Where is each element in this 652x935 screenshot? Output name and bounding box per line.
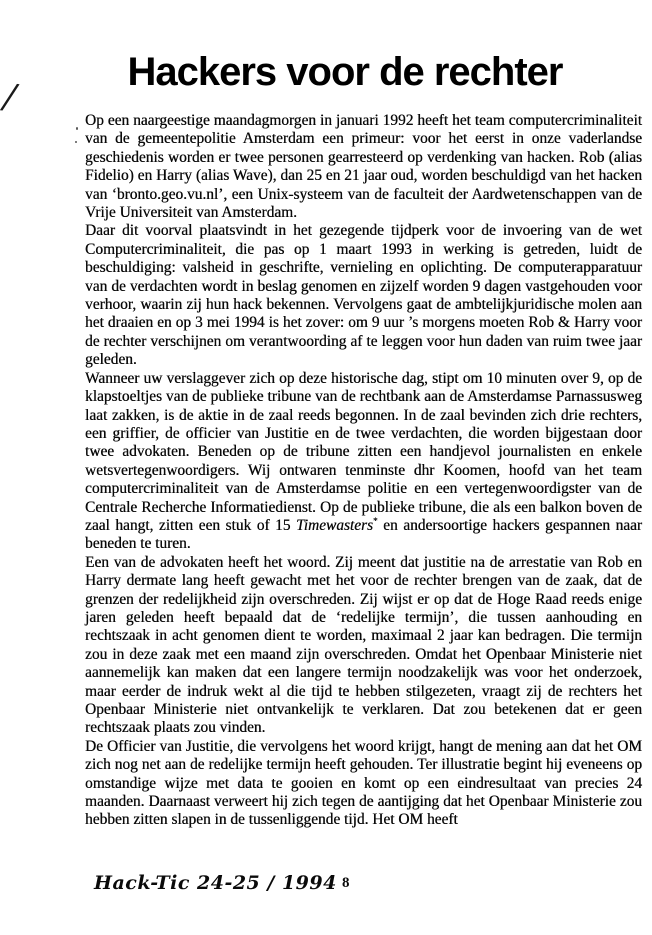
paragraph-text: en andersoortige hackers gespannen naar beneden te turen. <box>85 516 643 553</box>
paragraph-text: De Officier van Justitie, die vervolgens het woord krijgt, hangt de mening aan dat het OM zich nog net aan de redelijke termijn heeft gehouden. Ter illustratie begint hij eveneens op omstandige wijze met data te gooien en komt op een eindresultaat van precies 24 maanden. Daarnaast verweert hij zich tegen de aantijging dat het Openbaar Ministerie zou hebben zitten slapen in de tussenliggende tijd. Het OM heeft <box>85 737 642 829</box>
journal-issue-label: Hack-Tic 24-25 / 1994 <box>94 872 337 894</box>
paragraph-text: Op een naargeestige maandagmorgen in januari 1992 heeft het team computercriminaliteit van de gemeentepolitie Amsterdam een primeur: voor het eerst in onze vaderlandse geschiedenis worden er twee personen gearresteerd op verdenking van hacken. Rob (alias Fidelio) en Harry (alias Wave), dan 25 en 21 jaar oud, worden beschuldigd van het hacken van ‘bronto.geo.vu.nl’, een Unix-systeem van de faculteit der Aardwetenschappen van de Vrije Universiteit van Amsterdam. <box>85 112 642 222</box>
paragraph-text: Een van de advokaten heeft het woord. Zij meent dat justitie na de arrestatie van Rob en Harry dermate lang heeft gewacht met het voor de rechter brengen van de zaak, dat de grenzen der redelijkheid zijn overschreden. Zij wijst er op dat de Hoge Raad reeds enige jaren geleden heeft bepaald dat de ‘redelijke termijn’, die tussen aanhouding en rechtszaak in acht genomen dient te worden, maximaal 2 jaar kan bedragen. Die termijn zou in deze zaak met een maand zijn overschreden. Omdat het Openbaar Ministerie niet aannemelijk kan maken dat een langere termijn noodzakelijk was voor het onderzoek, maar eerder de indruk wekt al die tijd te hebben stilgezeten, vraagt zij de rechters het Openbaar Ministerie niet ontvankelijk te verklaren. Dat zou betekenen dat er geen rechtszaak plaats zou vinden. <box>85 553 642 737</box>
article-title: Hackers voor de rechter <box>127 50 563 94</box>
handwritten-slash-mark: / <box>1 76 18 118</box>
paragraph-text: Wanneer uw verslaggever zich op deze historische dag, stipt om 10 minuten over 9, op de klapstoeltjes van de publieke tribune van de rechtbank aan de Amsterdamse Parnassusweg laat zakken, is de aktie in de zaal reeds begonnen. In de zaal bevinden zich drie rechters, een griffier, de officier van Justitie en de twee verdachten, die worden bijgestaan door twee advokaten. Beneden op de tribune zitten een handjevol journalisten en enkele wetsvertegenwoordigers. Wij ontwaren tenminste dhr Koomen, hoofd van het team computercriminaliteit van de Amsterdamse politie en een vertegenwoordigster van de Centrale Recherche Informatiedienst. Op de publieke tribune, die als een balkon boven de zaal hangt, zitten een stuk of 15 <box>85 369 642 534</box>
paragraph <box>85 738 642 830</box>
article-body <box>85 112 642 830</box>
paragraph <box>85 370 642 554</box>
footnote-asterisk: * <box>372 515 378 526</box>
paragraph <box>85 554 642 738</box>
paragraph-text: Timewasters <box>296 516 373 534</box>
scan-speckle <box>76 127 78 130</box>
paragraph-text: Daar dit voorval plaatsvindt in het gezegende tijdperk voor de invoering van de wet Computercriminaliteit, die pas op 1 maart 1993 in werking is getreden, luidt de beschuldiging: valsheid in geschrifte, vernieling en oplichting. De computerapparatuur van de verdachten wordt in beslag genomen en zijzelf worden 9 dagen vastgehouden voor verhoor, waarin zij hun hack bekennen. Vervolgens gaat de ambtelijkjuridische molen aan het draaien en op 3 mei 1994 is het zover: om 9 uur ’s morgens moeten Rob & Harry voor de rechter verschijnen om verantwoording af te leggen voor hun daden van ruim twee jaar geleden. <box>85 222 642 369</box>
scan-speckle <box>75 141 77 143</box>
paragraph <box>85 112 642 222</box>
paragraph <box>85 222 642 369</box>
page-number: 8 <box>342 875 350 891</box>
